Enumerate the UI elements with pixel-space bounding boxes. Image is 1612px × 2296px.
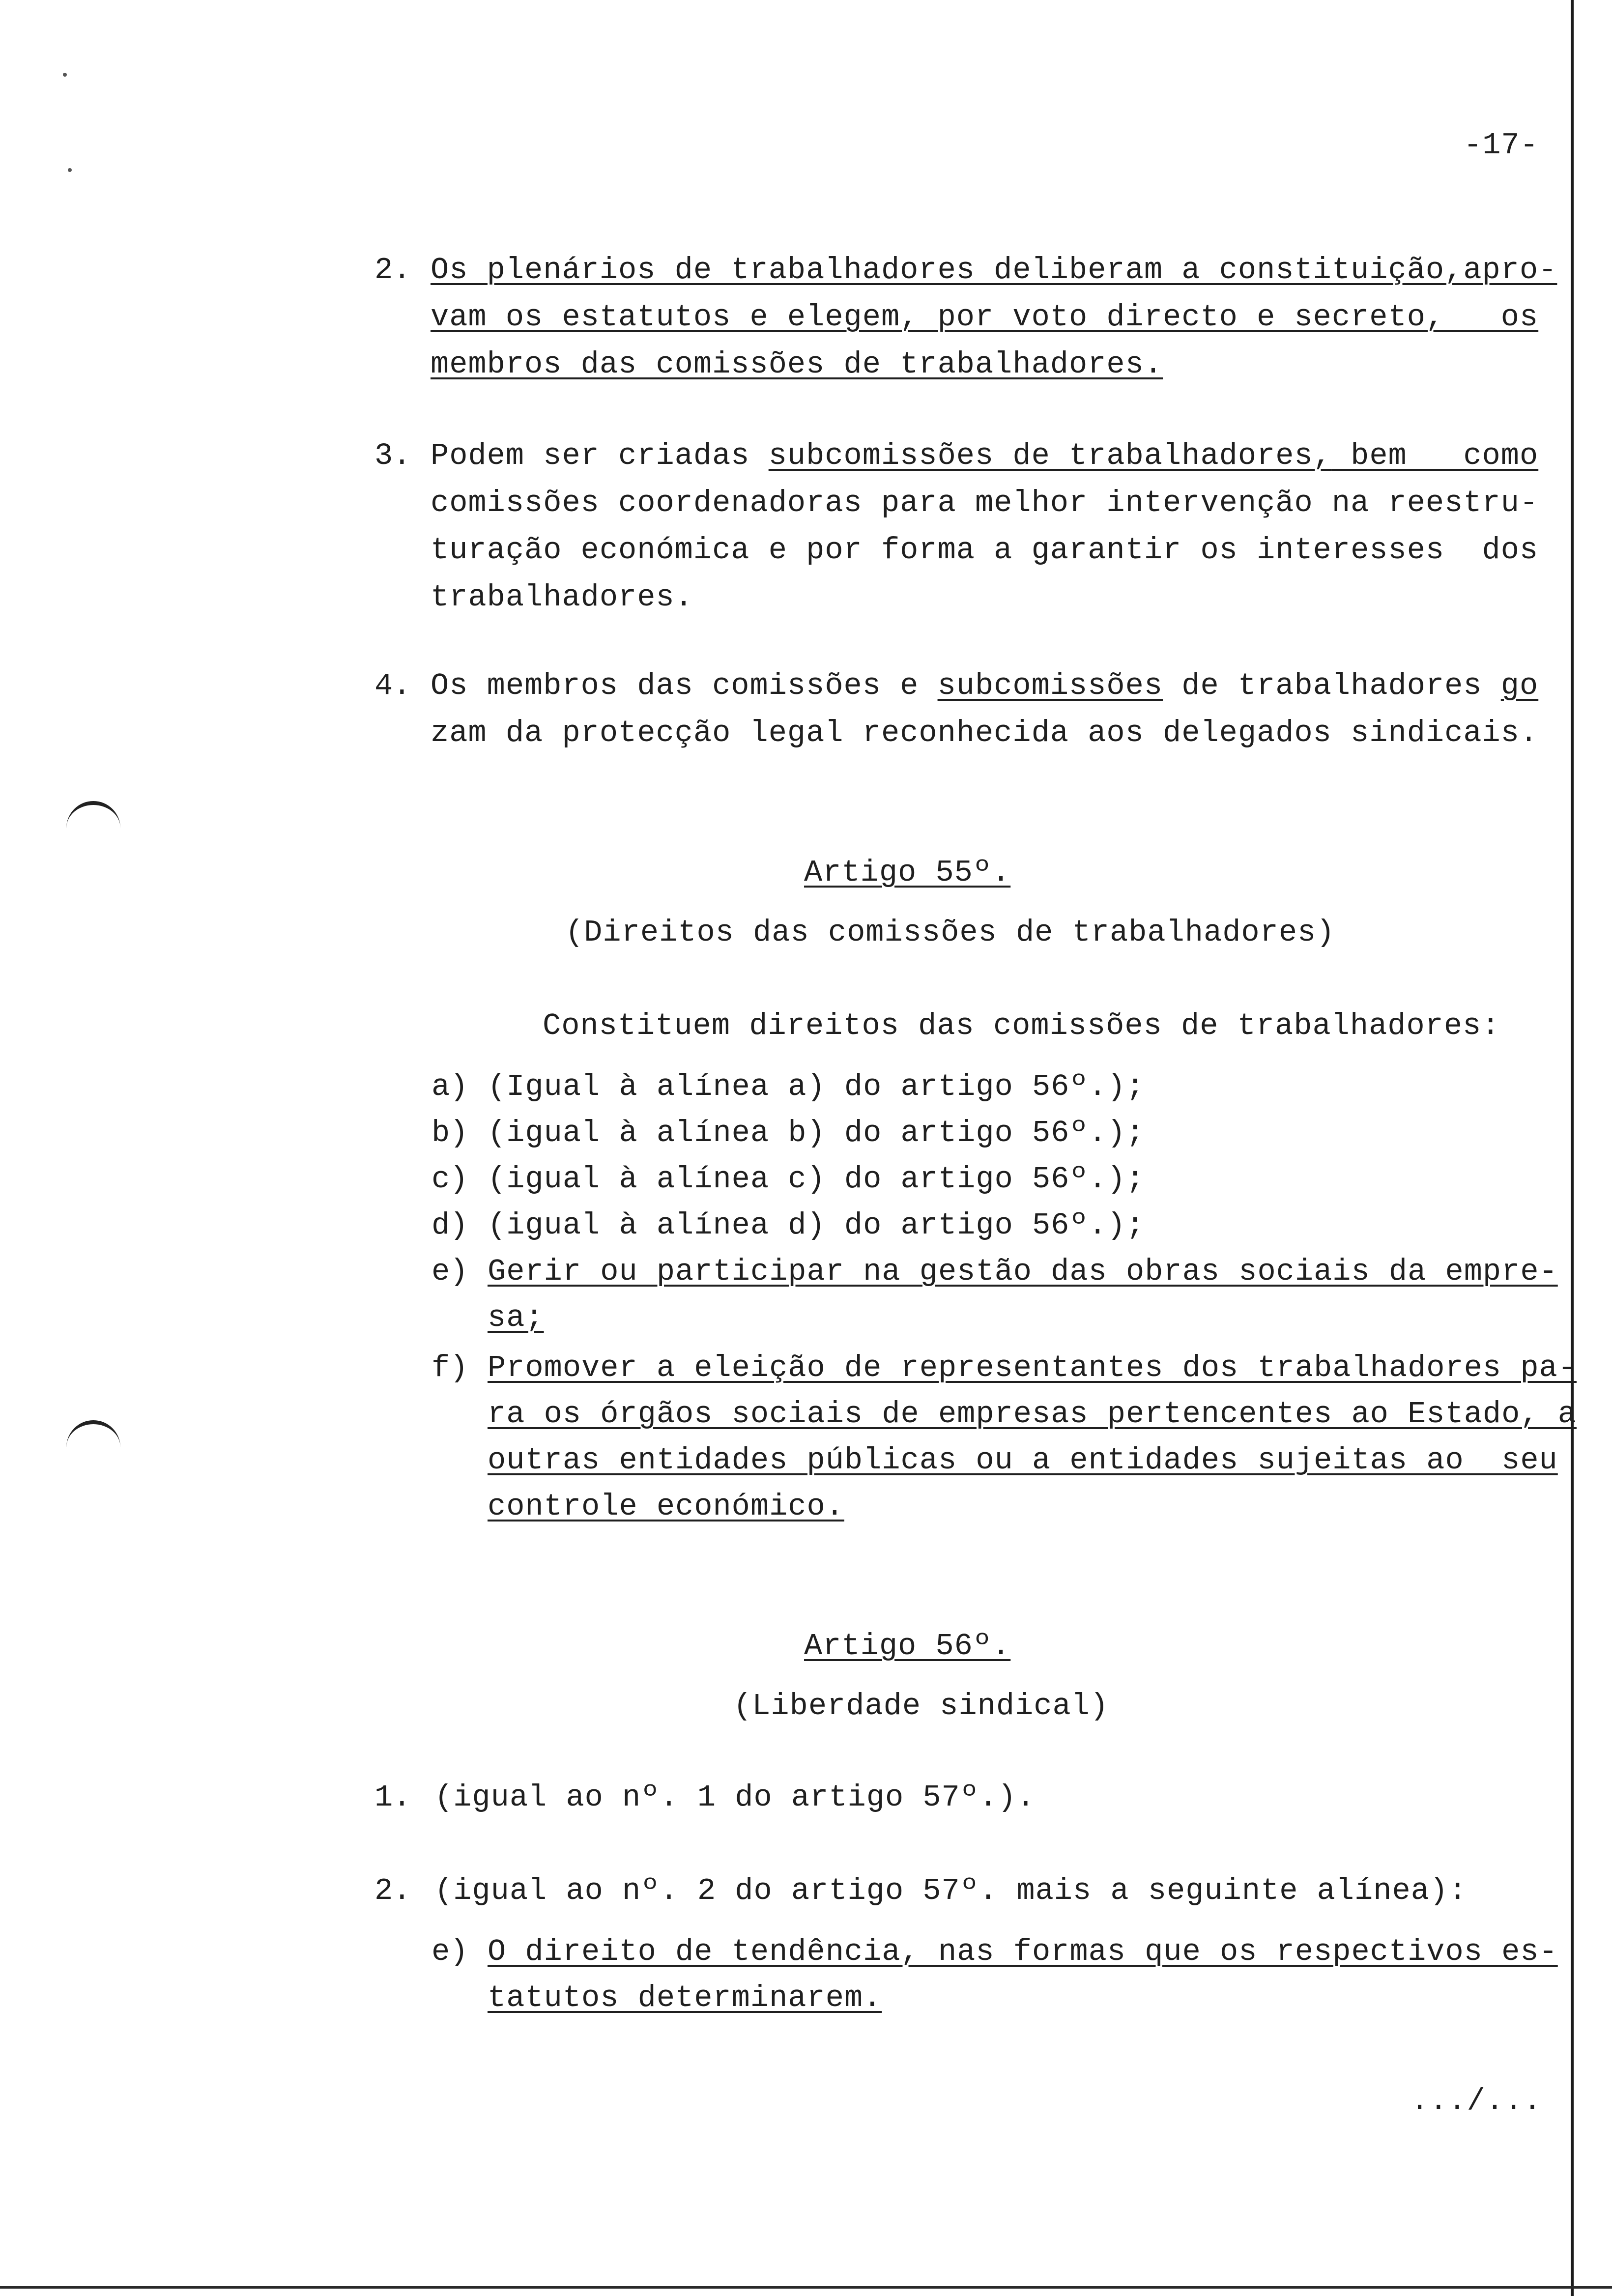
item-number: 4.: [374, 668, 411, 703]
continuation-mark: .../...: [1410, 2084, 1542, 2119]
item-2-line-2: vam os estatutos e elegem, por voto directo e secreto, os: [431, 300, 1539, 335]
alinea-f-line-4: controle económico.: [488, 1489, 844, 1524]
alinea-label: e): [432, 1934, 468, 1969]
article-56-alinea-e-line-1: O direito de tendência, nas formas que os respectivos es-: [488, 1934, 1558, 1969]
article-56-n2: (igual ao nº. 2 do artigo 57º. mais a seguinte alínea):: [434, 1873, 1468, 1908]
article-55-title: Artigo 55º.: [804, 855, 1011, 890]
scan-speck: [68, 168, 72, 172]
article-55-intro: Constituem direitos das comissões de trabalhadores:: [543, 1008, 1500, 1043]
item-4-line-1: Os membros das comissões e subcomissões de trabalhadores go: [431, 668, 1539, 703]
alinea-b: (igual à alínea b) do artigo 56º.);: [488, 1116, 1145, 1150]
alinea-label: c): [432, 1162, 468, 1197]
alinea-e-line-2: sa;: [488, 1300, 544, 1335]
article-56-subtitle: (Liberdade sindical): [733, 1689, 1109, 1723]
alinea-f-line-3: outras entidades públicas ou a entidades sujeitas ao seu: [488, 1443, 1558, 1478]
item-3-line-3: turação económica e por forma a garantir os interesses dos: [431, 533, 1539, 568]
article-55-subtitle: (Direitos das comissões de trabalhadores): [565, 915, 1335, 950]
alinea-d: (igual à alínea d) do artigo 56º.);: [488, 1208, 1145, 1243]
alinea-label: a): [432, 1069, 468, 1104]
article-56-title: Artigo 56º.: [804, 1629, 1011, 1664]
alinea-label: e): [432, 1254, 468, 1289]
item-4-line-2: zam da protecção legal reconhecida aos delegados sindicais.: [431, 716, 1539, 750]
scan-speck: [63, 73, 67, 77]
article-56-alinea-e-line-2: tatutos determinarem.: [488, 1980, 882, 2015]
alinea-f-line-1: Promover a eleição de representantes dos trabalhadores pa-: [488, 1350, 1577, 1385]
item-number: 2.: [374, 1873, 411, 1908]
alinea-label: f): [432, 1350, 468, 1385]
alinea-f-line-2: ra os órgãos sociais de empresas pertencentes ao Estado, a: [488, 1397, 1577, 1432]
page-right-edge: [1571, 0, 1574, 2296]
item-number: 1.: [374, 1780, 411, 1815]
alinea-a: (Igual à alínea a) do artigo 56º.);: [488, 1069, 1145, 1104]
alinea-label: b): [432, 1116, 468, 1150]
item-3-line-2: comissões coordenadoras para melhor intervenção na reestru-: [431, 486, 1539, 520]
item-number: 2.: [374, 253, 411, 287]
item-3-line-1: Podem ser criadas subcomissões de trabalhadores, bem como: [431, 438, 1539, 473]
article-56-n1: (igual ao nº. 1 do artigo 57º.).: [434, 1780, 1036, 1815]
item-2-line-3: membros das comissões de trabalhadores.: [431, 347, 1163, 382]
alinea-e-line-1: Gerir ou participar na gestão das obras sociais da empre-: [488, 1254, 1558, 1289]
item-number: 3.: [374, 438, 411, 473]
item-3-line-4: trabalhadores.: [431, 580, 693, 615]
alinea-label: d): [432, 1208, 468, 1243]
page-bottom-edge: [0, 2286, 1612, 2289]
binder-hole-mark: [66, 801, 120, 844]
page-number: -17-: [1464, 128, 1539, 163]
item-2-line-1: Os plenários de trabalhadores deliberam a constituição,apro-: [431, 253, 1557, 287]
alinea-c: (igual à alínea c) do artigo 56º.);: [488, 1162, 1145, 1197]
binder-hole-mark: [66, 1420, 120, 1464]
